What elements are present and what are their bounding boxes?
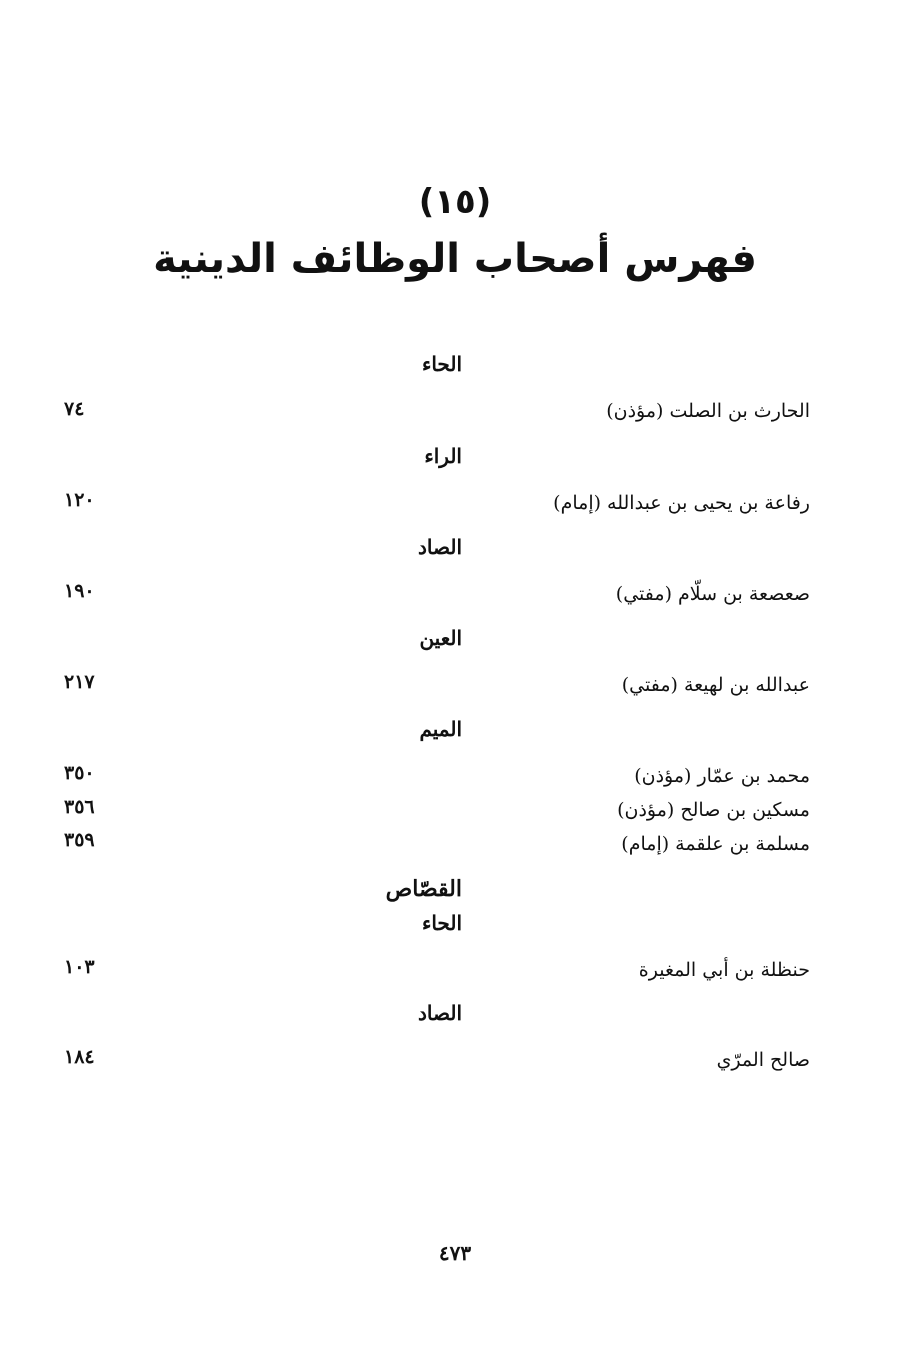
entry-page-number: ٣٥٠ [64, 762, 95, 784]
section-heading-haa: الحاء [421, 352, 462, 376]
entry-page-number: ١٨٤ [64, 1046, 95, 1068]
entry-page-number: ٣٥٩ [64, 829, 95, 851]
entry-page-number: ١٩٠ [64, 580, 95, 602]
entry-page-number: ١٠٣ [64, 956, 95, 978]
qussas-heading: القصّاص [385, 876, 462, 902]
index-title: فهرس أصحاب الوظائف الدينية [153, 236, 757, 282]
section-heading-ayn: العين [419, 626, 462, 650]
part-number: (١٥) [418, 182, 492, 222]
entry-name: صعصعة بن سلّام (مفتي) [615, 583, 810, 605]
entry-name: محمد بن عمّار (مؤذن) [634, 765, 810, 787]
section-heading-raa: الراء [424, 444, 462, 468]
entry-name: عبدالله بن لهيعة (مفتي) [621, 674, 810, 696]
entry-name: حنظلة بن أبي المغيرة [638, 959, 810, 981]
section-heading-saad: الصاد [418, 535, 462, 559]
section-heading-meem: الميم [419, 717, 462, 741]
entry-page-number: ١٢٠ [64, 489, 95, 511]
entry-page-number: ٢١٧ [64, 671, 95, 693]
page-number: ٤٧٣ [438, 1241, 472, 1265]
section-heading-haa: الحاء [421, 911, 462, 935]
entry-page-number: ٣٥٦ [64, 796, 95, 818]
entry-name: مسكين بن صالح (مؤذن) [617, 799, 810, 821]
entry-name: الحارث بن الصلت (مؤذن) [606, 400, 810, 422]
entry-name: رفاعة بن يحيى بن عبدالله (إمام) [553, 492, 810, 514]
entry-name: مسلمة بن علقمة (إمام) [621, 833, 810, 855]
section-heading-saad: الصاد [418, 1001, 462, 1025]
entry-page-number: ٧٤ [64, 398, 85, 420]
entry-name: صالح المرّي [716, 1049, 810, 1071]
